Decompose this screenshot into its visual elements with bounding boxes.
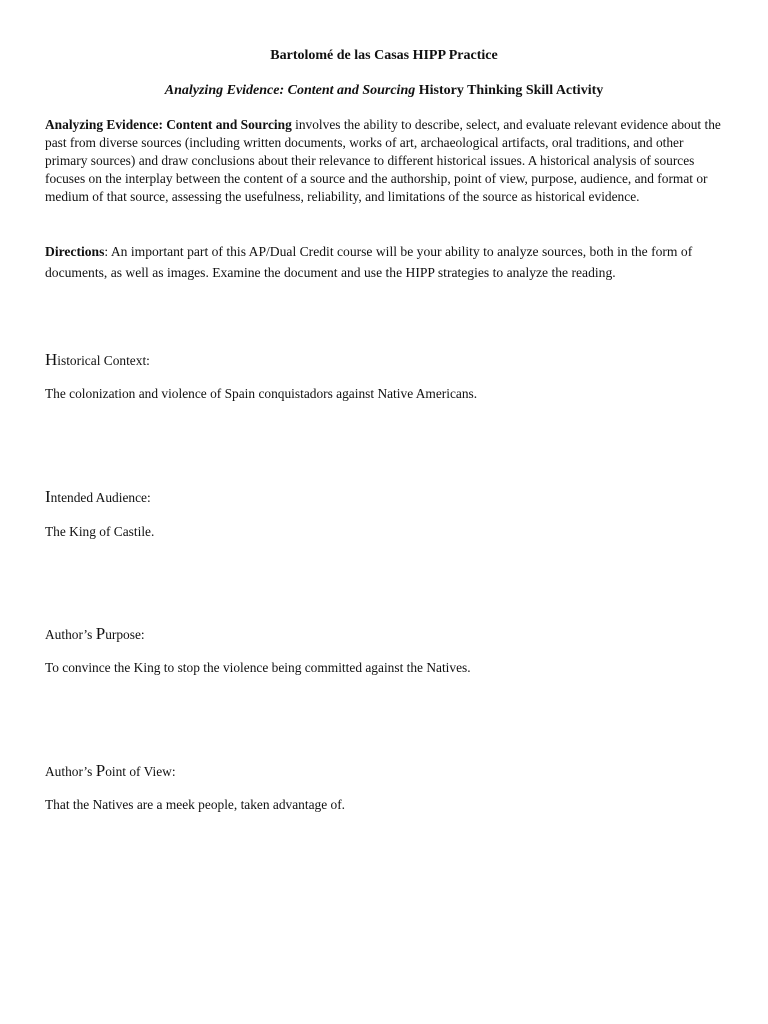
intended-audience-label: [45, 487, 151, 507]
purpose-prefix: Author’s: [45, 627, 96, 642]
audience-label-text: ntended Audience:: [50, 490, 151, 505]
document-title: Bartolomé de las Casas HIPP Practice: [270, 48, 498, 63]
directions-label: Directions: [45, 244, 105, 259]
purpose-label-text: urpose:: [105, 627, 145, 642]
document-subtitle: [0, 83, 768, 99]
historical-context-answer: The colonization and violence of Spain conquistadors against Native Americans.: [45, 386, 478, 401]
pov-label-text: oint of View:: [105, 764, 176, 779]
authors-pov-answer: That the Natives are a meek people, taken advantage of.: [45, 797, 346, 812]
pov-prefix: Author’s: [45, 764, 96, 779]
historical-label-text: istorical Context:: [57, 353, 150, 368]
directions-paragraph: [45, 241, 725, 283]
intro-text: involves the ability to describe, select, and evaluate relevant evidence about the past from diverse sources (including written documents, works of art, archaeological artifacts, oral traditions, and other primary sources) and draw conclusions about their relevance to different historical issues. A historical analysis of sources focuses on the interplay between the content of a source and the authorship, point of view, purpose, audience, and format or medium of that source, assessing the usefulness, reliability, and limitations of the source as historical evidence.: [45, 117, 721, 204]
historical-context-label: [45, 350, 150, 370]
intro-bold-term: Analyzing Evidence: Content and Sourcing: [45, 117, 292, 132]
subtitle-italic: Analyzing Evidence: Content and Sourcing: [164, 83, 416, 98]
subtitle-rest: History Thinking Skill Activity: [415, 83, 604, 98]
intended-audience-answer: The King of Castile.: [45, 524, 155, 539]
authors-purpose-label: [45, 624, 145, 644]
historical-initial: H: [45, 350, 58, 369]
authors-purpose-answer: To convince the King to stop the violence being committed against the Natives.: [45, 660, 471, 675]
directions-text: : An important part of this AP/Dual Credit course will be your ability to analyze sources, both in the form of documents, as well as images. Examine the document and use the HIPP strategies to analyze the reading.: [45, 244, 693, 280]
purpose-initial: P: [95, 624, 106, 643]
pov-initial: P: [95, 761, 106, 780]
intro-paragraph: [45, 116, 725, 206]
authors-pov-label: [45, 761, 176, 781]
audience-initial: I: [45, 487, 51, 506]
